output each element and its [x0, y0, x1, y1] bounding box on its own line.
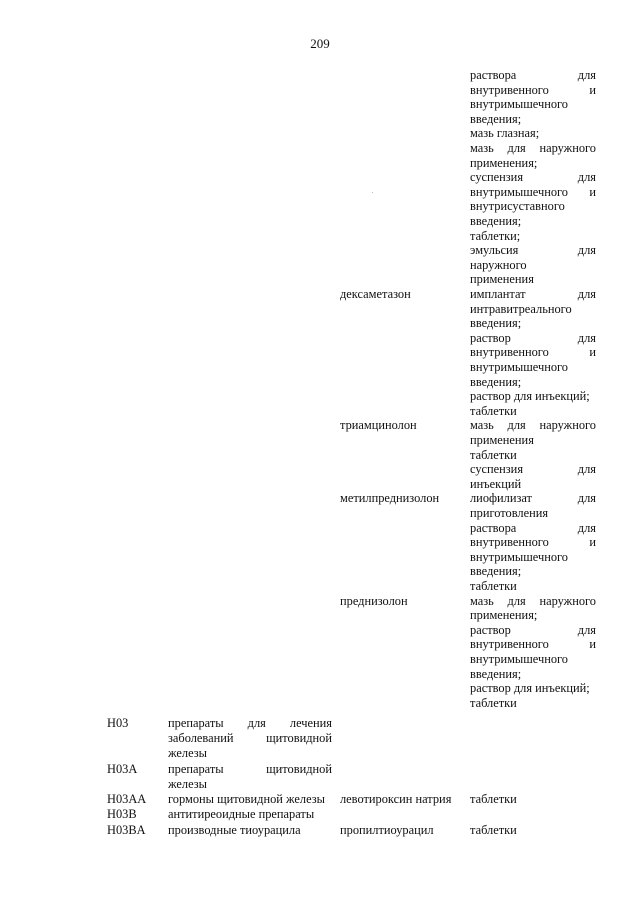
form-text-line: интравитреального	[470, 301, 572, 316]
form-text-line: таблетки	[470, 447, 517, 462]
code-text-line: H03BA	[107, 822, 146, 837]
table-row	[0, 807, 640, 822]
code-text-line: H03AA	[107, 792, 147, 807]
form-text-line: раствор для инъекций;	[470, 681, 590, 696]
form-text-line: внутримышечного и	[470, 184, 596, 199]
form-text-line: введения;	[470, 111, 522, 126]
form-text-line: таблетки	[470, 578, 517, 593]
form-text-line: суспензия для	[470, 170, 596, 185]
cell-name	[168, 807, 332, 822]
form-text-line: мазь для наружного	[470, 140, 596, 155]
name-text-line: железы	[168, 745, 207, 760]
form-text-line: введения;	[470, 316, 522, 331]
cell-form	[470, 418, 596, 491]
cell-name	[168, 762, 332, 791]
form-text-line: внутримышечного	[470, 651, 568, 666]
form-text-line: внутримышечного	[470, 359, 568, 374]
cell-name	[168, 823, 332, 838]
table-row	[0, 287, 640, 418]
form-text-line: таблетки	[470, 792, 517, 807]
cell-form	[470, 823, 596, 838]
form-text-line: суспензия для	[470, 462, 596, 477]
table-row	[0, 68, 640, 287]
form-text-line: применения	[470, 432, 534, 447]
form-text-line: таблетки	[470, 822, 517, 837]
cell-drug	[340, 491, 466, 506]
form-text-line: раствор для инъекций;	[470, 389, 590, 404]
drug-table	[0, 68, 640, 837]
form-text-line: таблетки	[470, 695, 517, 710]
form-text-line: имплантат для	[470, 287, 596, 301]
drug-text-line: метилпреднизолон	[340, 491, 440, 506]
drug-text-line: преднизолон	[340, 593, 408, 608]
form-text-line: введения;	[470, 666, 522, 681]
form-text-line: внутримышечного	[470, 97, 568, 112]
cell-code	[107, 807, 163, 822]
cell-form	[470, 68, 596, 287]
table-row	[0, 491, 640, 593]
form-text-line: внутримышечного	[470, 549, 568, 564]
form-text-line: применения;	[470, 608, 538, 623]
form-text-line: введения;	[470, 374, 522, 389]
table-row	[0, 716, 640, 760]
drug-text-line: дексаметазон	[340, 287, 411, 301]
cell-drug	[340, 418, 466, 433]
table-row	[0, 792, 640, 807]
cell-form	[470, 491, 596, 593]
cell-drug	[340, 823, 466, 838]
form-text-line: мазь для наружного	[470, 418, 596, 433]
drug-text-line: левотироксин натрия	[340, 792, 452, 807]
cell-form	[470, 594, 596, 711]
form-text-line: внутривенного и	[470, 82, 596, 97]
code-text-line: H03A	[107, 762, 138, 777]
cell-drug	[340, 287, 466, 302]
table-row	[0, 418, 640, 491]
name-text-line: заболеваний щитовидной	[168, 730, 332, 745]
form-text-line: эмульсия для	[470, 243, 596, 258]
table-row	[0, 823, 640, 838]
cell-code	[107, 823, 163, 838]
form-text-line: приготовления	[470, 505, 549, 520]
form-text-line: наружного	[470, 257, 527, 272]
drug-text-line: триамцинолон	[340, 418, 417, 433]
code-text-line: H03	[107, 716, 129, 731]
cell-name	[168, 716, 332, 760]
cell-code	[107, 792, 163, 807]
form-text-line: мазь глазная;	[470, 126, 540, 141]
form-text-line: внутривенного и	[470, 345, 596, 360]
form-text-line: раствор для	[470, 330, 596, 345]
form-text-line: введения;	[470, 213, 522, 228]
cell-name	[168, 792, 332, 807]
form-text-line: внутрисуставного	[470, 199, 565, 214]
cell-drug	[340, 594, 466, 609]
form-text-line: раствор для	[470, 622, 596, 637]
form-text-line: введения;	[470, 564, 522, 579]
name-text-line: антитиреоидные препараты	[168, 806, 315, 821]
code-text-line: H03B	[107, 806, 137, 821]
cell-code	[107, 762, 163, 777]
form-text-line: применения	[470, 272, 534, 287]
form-text-line: инъекций	[470, 476, 522, 491]
form-text-line: таблетки	[470, 403, 517, 418]
form-text-line: применения;	[470, 155, 538, 170]
page-number: 209	[310, 36, 330, 51]
cell-drug	[340, 792, 466, 807]
name-text-line: препараты для лечения	[168, 716, 332, 731]
drug-text-line: пропилтиоурацил	[340, 822, 434, 837]
form-text-line: лиофилизат для	[470, 491, 596, 506]
name-text-line: гормоны щитовидной железы	[168, 792, 325, 807]
table-row	[0, 762, 640, 791]
form-text-line: внутривенного и	[470, 637, 596, 652]
form-text-line: раствора для	[470, 520, 596, 535]
cell-form	[470, 287, 596, 418]
form-text-line: раствора для	[470, 68, 596, 82]
cell-form	[470, 792, 596, 807]
name-text-line: препараты щитовидной	[168, 762, 332, 777]
name-text-line: железы	[168, 776, 207, 791]
name-text-line: производные тиоурацила	[168, 822, 301, 837]
form-text-line: внутривенного и	[470, 535, 596, 550]
form-text-line: таблетки;	[470, 228, 521, 243]
table-row	[0, 594, 640, 711]
cell-code	[107, 716, 163, 731]
form-text-line: мазь для наружного	[470, 593, 596, 608]
